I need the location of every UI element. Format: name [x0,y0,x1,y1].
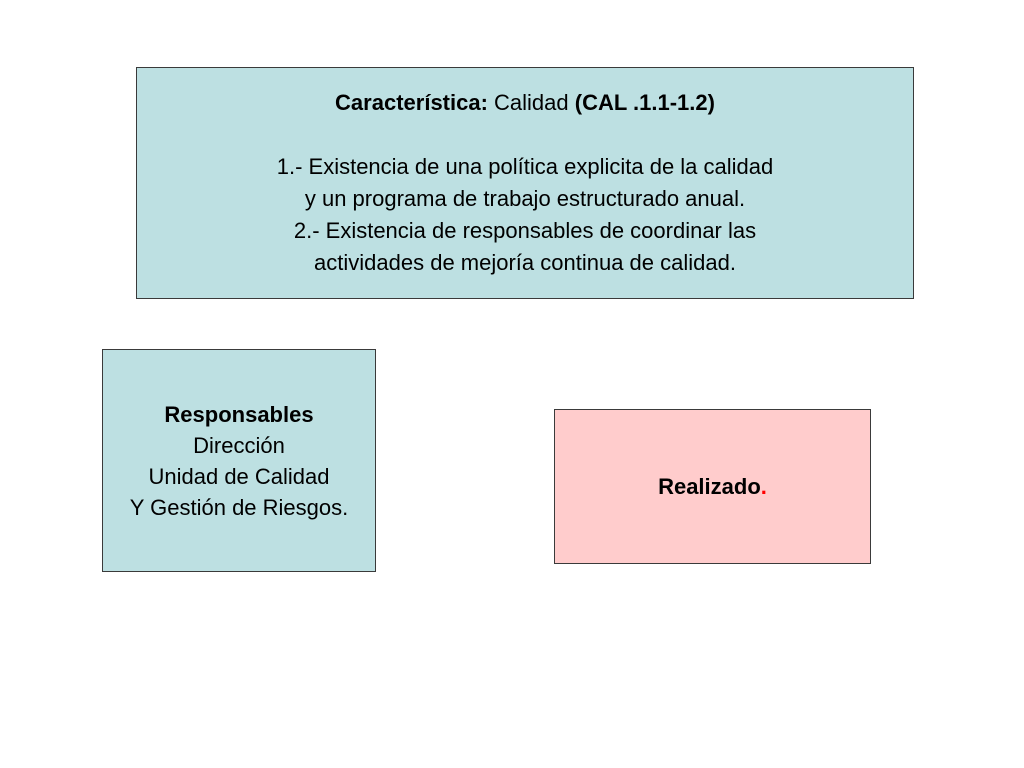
status-text: Realizado [658,473,761,499]
characteristic-code: (CAL .1.1-1.2) [574,90,715,115]
characteristic-line: actividades de mejoría continua de calidad. [314,250,736,275]
characteristic-label: Característica: [335,90,488,115]
status-mark: . [760,473,767,499]
responsables-box [102,349,376,572]
responsables-line: Dirección [193,432,285,458]
characteristic-box [136,67,914,299]
responsables-title: Responsables [164,401,314,427]
responsables-line: Y Gestión de Riesgos. [129,494,349,520]
characteristic-line: y un programa de trabajo estructurado anual. [304,186,746,211]
characteristic-line: 2.- Existencia de responsables de coordinar las [293,218,757,243]
characteristic-name: Calidad [487,90,575,115]
characteristic-line: 1.- Existencia de una política explicita de la calidad [276,154,774,179]
characteristic-heading [335,87,715,119]
status-label [658,472,767,502]
status-box [554,409,871,564]
responsables-line: Unidad de Calidad [148,463,330,489]
